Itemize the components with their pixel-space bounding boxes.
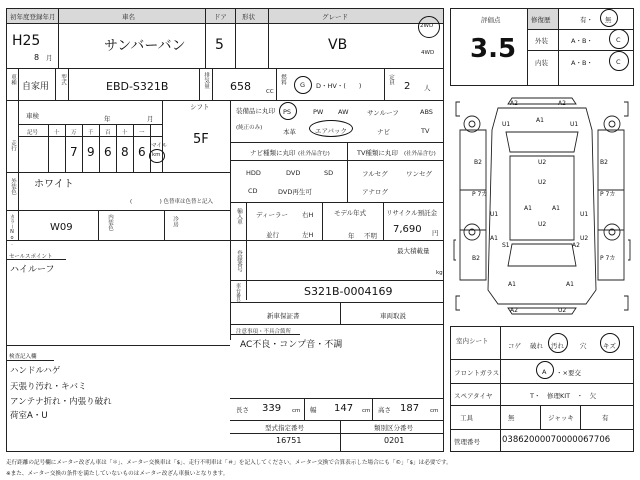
- first-reg-year: H25: [12, 33, 41, 49]
- mileage-digit-0: 7: [70, 145, 78, 159]
- inspector-line-0: ハンドルハゲ: [10, 366, 61, 376]
- mileage-digit-label-2: 万: [71, 130, 77, 136]
- windshield-label: フロントガラス: [454, 369, 500, 377]
- dmg-mark-11: U1: [490, 211, 499, 218]
- equip-aw: AW: [338, 108, 349, 116]
- mileage-label: 走行: [10, 140, 16, 151]
- nav-subtitle: (社外品含む): [298, 151, 330, 157]
- displacement-value: 658: [230, 80, 251, 93]
- equip-leather: 本革: [283, 128, 296, 136]
- displacement-label: 排気量: [203, 72, 209, 89]
- nav-hdd: HDD: [246, 169, 261, 177]
- nav-sd: SD: [324, 169, 334, 177]
- seat-label: 室内シート: [456, 337, 489, 345]
- nav-title: ナビ種類に丸印: [250, 149, 296, 157]
- model-year-unknown: 不明: [364, 232, 377, 240]
- frame-number-label: 車台番号: [235, 283, 241, 303]
- doors-label: ドア: [214, 13, 227, 21]
- inspection-label: 車検: [26, 112, 39, 120]
- manual-label: 車両取説: [380, 312, 406, 320]
- max-load-label: 最大積載量: [397, 247, 430, 255]
- equip-sunroof: サンルーフ: [367, 109, 399, 117]
- dmg-mark-16: A1: [490, 235, 498, 242]
- category-label: 類別区分番号: [374, 424, 413, 432]
- model-year-label: モデル年式: [334, 209, 367, 217]
- color-paren-note: ( ) 色替車は色替と記入: [130, 199, 214, 205]
- nav-cd: CD: [248, 187, 258, 195]
- warranty-label: 新車保証書: [267, 312, 300, 320]
- seat-item-1: 破れ: [530, 342, 543, 350]
- score-label: 評価点: [481, 16, 501, 24]
- nav-dvd: DVD: [286, 169, 301, 177]
- jack-value: 有: [602, 414, 609, 422]
- reg-number-label: 登録番号: [236, 250, 242, 272]
- exterior-label: 外装: [535, 37, 548, 45]
- first-reg-label: 初年度登録年月: [10, 13, 56, 21]
- interior-scale: A・B・: [571, 59, 593, 67]
- windshield-a: A: [542, 368, 547, 376]
- windshield: [506, 132, 578, 152]
- width-cm: cm: [362, 408, 371, 414]
- model-value: EBD-S321B: [106, 80, 169, 93]
- fuel-g: G: [300, 81, 306, 89]
- dmg-mark-23: A1: [566, 281, 574, 288]
- vehicle-damage-diagram: [450, 90, 634, 320]
- max-load-kg: kg: [436, 270, 443, 276]
- height-cm: cm: [430, 408, 439, 414]
- color-label: 外装色: [10, 178, 16, 195]
- import-parallel: 並行: [266, 231, 279, 239]
- dmg-mark-21: P 7カ: [600, 255, 616, 262]
- mileage-digit-label-3: 千: [88, 130, 94, 136]
- inspection-year-label: 年: [104, 115, 111, 123]
- import-right: 右H: [302, 211, 314, 219]
- usage-label: 車種: [10, 74, 16, 85]
- dmg-mark-4: U1: [570, 121, 579, 128]
- recycle-fee-label: リサイクル預託金: [386, 209, 438, 217]
- seat-item-0: コゲ: [508, 342, 521, 350]
- capacity-label: 定員: [388, 74, 394, 85]
- notice-label: 注意事項・不具合箇所: [236, 329, 292, 335]
- tv-fullseg: フルセグ: [362, 170, 388, 178]
- grade-value: VB: [328, 37, 348, 53]
- dmg-mark-14: A1: [552, 205, 560, 212]
- dmg-mark-9: U2: [538, 179, 547, 186]
- dmg-mark-19: A2: [572, 242, 580, 249]
- grade-label: グレード: [322, 13, 348, 21]
- fuel-label: 燃料: [280, 74, 286, 85]
- sales-point-label: セールスポイント: [9, 254, 53, 260]
- footer-line-1: 走行距離の記号欄にメーター改ざん車は「＊」、メーター交換車は「$」、走行不明車は「＃」を記入してください。メーター交換で合算表示した場合にも「©」「$」は必要です。: [6, 460, 452, 466]
- dmg-mark-6: U2: [538, 159, 547, 166]
- dmg-mark-8: P 7カ: [472, 191, 488, 198]
- door-count: 5: [215, 37, 224, 53]
- inspector-label: 検査記入欄: [9, 354, 37, 360]
- interior-label: 内装: [535, 59, 548, 67]
- model-year-year: 年: [348, 232, 355, 240]
- category: 0201: [384, 436, 405, 445]
- tools-value: 無: [508, 414, 515, 422]
- sales-point: ハイルーフ: [10, 265, 55, 275]
- drive-2wd: 2WD: [420, 23, 434, 29]
- inspector-line-3: 荷室A・U: [10, 411, 48, 421]
- import-label: 輸入車: [236, 208, 242, 225]
- dmg-mark-25: U2: [558, 307, 567, 314]
- km-label: km: [152, 152, 161, 158]
- color-code-label: カラーNo.: [9, 214, 15, 247]
- equip-pw: PW: [313, 108, 324, 116]
- repair-no: 無: [605, 16, 612, 24]
- mileage-digit-4: 6: [138, 145, 146, 159]
- length-cm: cm: [292, 408, 301, 414]
- mileage-digit-1: 9: [87, 145, 95, 159]
- mile-label: マイル: [151, 143, 168, 149]
- seat-item-4: キズ: [603, 342, 616, 350]
- nav-dvd-play: DVD再生可: [278, 188, 312, 196]
- width-value: 147: [334, 403, 354, 414]
- color-value: ホワイト: [34, 179, 74, 190]
- footer-line-2: ※また、メーター交換の条件を満たしていないものはメーター改ざん車扱いとなります。: [6, 471, 229, 477]
- interior-color-label: 内装色: [107, 214, 113, 231]
- shift-label: シフト: [190, 103, 210, 111]
- model-label: 型式: [60, 74, 66, 85]
- equipment-subtitle: (純正のみ): [236, 125, 263, 131]
- capacity-value: 2: [404, 81, 411, 92]
- type-spec-label: 型式指定番号: [265, 424, 304, 432]
- recycle-yen: 円: [432, 229, 439, 237]
- windshield-rest: ・×要交: [556, 369, 581, 377]
- tv-analog: アナログ: [362, 188, 388, 196]
- shape-label: 形状: [242, 13, 255, 21]
- spare-label: スペアタイヤ: [454, 392, 493, 400]
- dmg-mark-2: U1: [502, 121, 511, 128]
- inspector-line-2: アンテナ折れ・内張り破れ: [10, 397, 112, 407]
- dmg-mark-15: U2: [538, 221, 547, 228]
- usage-value: 自家用: [22, 82, 50, 92]
- inspector-line-1: 天張り汚れ・キバミ: [10, 382, 87, 392]
- mileage-digit-3: 8: [121, 145, 129, 159]
- mileage-digit-label-0: 記号: [27, 130, 39, 136]
- dmg-mark-3: A1: [536, 117, 544, 124]
- mileage-digit-label-5: 十: [122, 130, 128, 136]
- width-label: 幅: [310, 406, 317, 414]
- bracket-tl: [456, 102, 460, 116]
- type-spec: 16751: [276, 436, 302, 445]
- repair-label: 修復歴: [531, 16, 551, 24]
- mgmt-number: 03862000070000067706: [502, 435, 611, 445]
- height-value: 187: [400, 403, 420, 414]
- inspection-month-label: 月: [147, 115, 154, 123]
- height-label: 高さ: [378, 406, 391, 414]
- month-unit: 月: [46, 54, 53, 62]
- score-value: 3.5: [470, 34, 517, 64]
- exterior-scale: A・B・: [571, 37, 593, 45]
- spare-items: T・ 修理KIT ・ 欠: [530, 392, 597, 400]
- repair-yes: 有・: [580, 16, 593, 24]
- equip-navi: ナビ: [377, 128, 390, 136]
- dmg-mark-0: A2: [510, 100, 518, 107]
- fuel-rest: D・HV・( ): [316, 82, 362, 90]
- equip-airbag: エアバック: [315, 127, 347, 135]
- length-value: 339: [262, 403, 282, 414]
- wheel-rr: [604, 224, 620, 240]
- color-code: W09: [50, 222, 73, 233]
- mileage-digit-2: 6: [104, 145, 112, 159]
- car-name: サンバーバン: [104, 38, 186, 54]
- length-label: 長さ: [236, 406, 249, 414]
- rear-window: [508, 244, 576, 266]
- jack-label: ジャッキ: [548, 414, 574, 422]
- dmg-mark-1: A2: [558, 100, 566, 107]
- dmg-mark-24: A2: [510, 307, 518, 314]
- notice-text: AC不良・コンプ音・不調: [240, 340, 343, 350]
- equip-ps: PS: [283, 108, 292, 116]
- dmg-mark-18: S1: [502, 242, 510, 249]
- import-left: 左H: [302, 231, 314, 239]
- dmg-mark-5: B2: [474, 159, 482, 166]
- bracket-tr: [624, 102, 628, 116]
- dmg-mark-22: A1: [508, 281, 516, 288]
- dmg-mark-17: U2: [580, 235, 589, 242]
- recycle-fee: 7,690: [393, 224, 422, 235]
- mileage-digit-label-1: 十: [54, 130, 60, 136]
- shift-value: 5F: [193, 132, 209, 147]
- tools-label: 工具: [460, 414, 473, 422]
- exterior-grade: C: [616, 36, 621, 44]
- dmg-mark-10: P 7カ: [600, 191, 616, 198]
- mgmt-label: 管理番号: [454, 438, 480, 446]
- bracket-bl: [456, 296, 460, 310]
- body-outline: [488, 108, 596, 304]
- equip-abs: ABS: [420, 108, 433, 116]
- drive-4wd: 4WD: [421, 50, 435, 56]
- equipment-title: 装備品に丸印: [236, 107, 275, 115]
- tv-subtitle: (社外品含む): [404, 151, 436, 157]
- frame-number: S321B-0004169: [304, 285, 393, 298]
- first-reg-month: 8: [34, 53, 40, 62]
- tv-title: TV種類に丸印: [357, 149, 398, 157]
- dmg-mark-7: B2: [600, 159, 608, 166]
- interior-grade: C: [616, 58, 621, 66]
- mileage-digit-label-6: 一: [139, 130, 145, 136]
- equip-tv: TV: [421, 127, 430, 135]
- cc-unit: CC: [266, 89, 274, 95]
- dmg-mark-13: A1: [524, 205, 532, 212]
- capacity-unit: 人: [424, 84, 431, 92]
- dmg-mark-20: B2: [472, 255, 480, 262]
- dmg-mark-12: U1: [580, 211, 589, 218]
- import-dealer: ディーラー: [256, 211, 288, 219]
- wheel-rl: [464, 224, 480, 240]
- tv-oneseg: ワンセグ: [406, 170, 432, 178]
- mileage-digit-label-4: 百: [105, 130, 111, 136]
- seat-item-2: 汚れ: [551, 342, 564, 350]
- car-name-label: 車名: [122, 13, 135, 21]
- seat-item-3: 穴: [580, 342, 587, 350]
- ac-label: 冷房: [172, 216, 178, 227]
- bracket-br: [624, 296, 628, 310]
